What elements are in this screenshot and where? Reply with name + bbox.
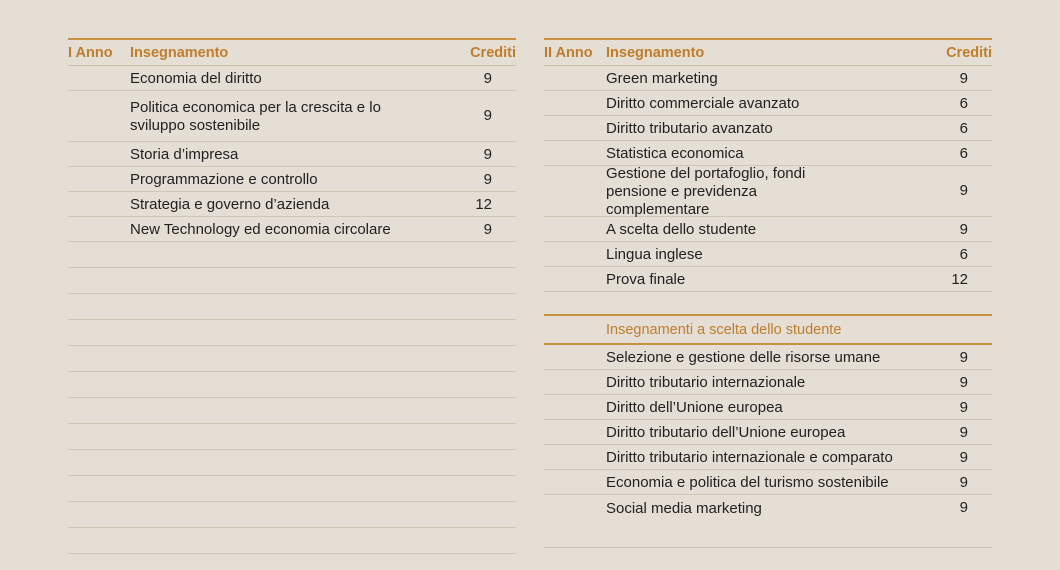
course-credits: 9	[959, 448, 968, 466]
course-credits: 9	[959, 398, 968, 416]
second-year-header	[544, 40, 992, 66]
course-name: Diritto tributario internazionale e comparato	[606, 449, 893, 466]
course-credits: 9	[483, 220, 492, 238]
course-credits: 9	[959, 473, 968, 491]
elective-row	[544, 420, 992, 445]
course-row	[544, 141, 992, 166]
empty-row	[68, 398, 516, 424]
course-row	[544, 66, 992, 91]
course-name: Politica economica per la crescita e lo sviluppo sostenibile	[130, 98, 381, 134]
course-row	[68, 66, 516, 91]
course-credits: 9	[959, 69, 968, 87]
course-name: Diritto tributario avanzato	[606, 120, 773, 137]
course-row	[68, 217, 516, 242]
course-credits: 9	[483, 69, 492, 87]
second-year-table	[544, 38, 992, 548]
elective-row	[544, 470, 992, 495]
empty-row	[68, 320, 516, 346]
course-credits: 9	[483, 107, 492, 124]
empty-row	[68, 424, 516, 450]
course-credits: 9	[959, 499, 968, 516]
course-credits: 9	[959, 348, 968, 366]
credits-column-label: Crediti	[946, 44, 992, 61]
course-credits: 6	[959, 119, 968, 137]
course-name: Diritto tributario dell’Unione europea	[606, 424, 846, 441]
course-name: Gestione del portafoglio, fondi pensione e previdenza complementare	[606, 164, 806, 218]
course-credits: 12	[475, 195, 492, 213]
course-row	[68, 167, 516, 192]
elective-row	[544, 495, 992, 520]
course-column-label: Insegnamento	[130, 44, 229, 61]
course-credits: 9	[483, 170, 492, 188]
empty-row	[68, 450, 516, 476]
course-name: Storia d’impresa	[130, 146, 239, 163]
empty-row	[68, 242, 516, 268]
course-row	[544, 267, 992, 292]
course-name: Green marketing	[606, 70, 718, 87]
credits-column-label: Crediti	[470, 44, 516, 61]
course-name: Statistica economica	[606, 145, 744, 162]
empty-row	[68, 372, 516, 398]
course-name: Social media marketing	[606, 499, 762, 517]
course-name: Economia e politica del turismo sostenibile	[606, 474, 889, 491]
course-name: Strategia e governo d’azienda	[130, 196, 330, 213]
course-row	[544, 166, 992, 217]
course-credits: 9	[959, 423, 968, 441]
course-column-label: Insegnamento	[606, 44, 705, 61]
year-label: I Anno	[68, 44, 113, 61]
course-name: New Technology ed economia circolare	[130, 221, 391, 238]
course-row	[68, 91, 516, 142]
empty-row	[68, 528, 516, 554]
course-name: Economia del diritto	[130, 70, 262, 87]
course-row	[544, 91, 992, 116]
empty-row	[68, 476, 516, 502]
electives-title: Insegnamenti a scelta dello studente	[606, 321, 842, 338]
course-name: Prova finale	[606, 271, 686, 288]
course-name: Diritto commerciale avanzato	[606, 95, 800, 112]
first-year-header	[68, 40, 516, 66]
course-name: A scelta dello studente	[606, 221, 757, 238]
year-label: II Anno	[544, 44, 593, 61]
course-row	[68, 142, 516, 167]
course-credits: 6	[959, 94, 968, 112]
course-name: Diritto tributario internazionale	[606, 374, 806, 391]
course-name: Lingua inglese	[606, 246, 703, 263]
empty-row	[544, 520, 992, 548]
empty-row	[68, 346, 516, 372]
empty-row	[68, 502, 516, 528]
course-name: Diritto dell’Unione europea	[606, 399, 783, 416]
elective-row	[544, 395, 992, 420]
empty-row	[68, 268, 516, 294]
course-credits: 9	[959, 373, 968, 391]
course-credits: 12	[951, 270, 968, 288]
elective-row	[544, 345, 992, 370]
course-row	[68, 192, 516, 217]
elective-row	[544, 445, 992, 470]
course-credits: 9	[959, 220, 968, 238]
first-year-table	[68, 38, 516, 554]
course-credits: 6	[959, 144, 968, 162]
elective-row	[544, 370, 992, 395]
course-row	[544, 116, 992, 141]
electives-header	[544, 314, 992, 345]
course-row	[544, 217, 992, 242]
empty-row	[68, 294, 516, 320]
course-credits: 6	[959, 245, 968, 263]
course-credits: 9	[959, 182, 968, 199]
course-row	[544, 242, 992, 267]
course-name: Selezione e gestione delle risorse umane	[606, 349, 881, 366]
course-name: Programmazione e controllo	[130, 171, 318, 188]
course-credits: 9	[483, 145, 492, 163]
